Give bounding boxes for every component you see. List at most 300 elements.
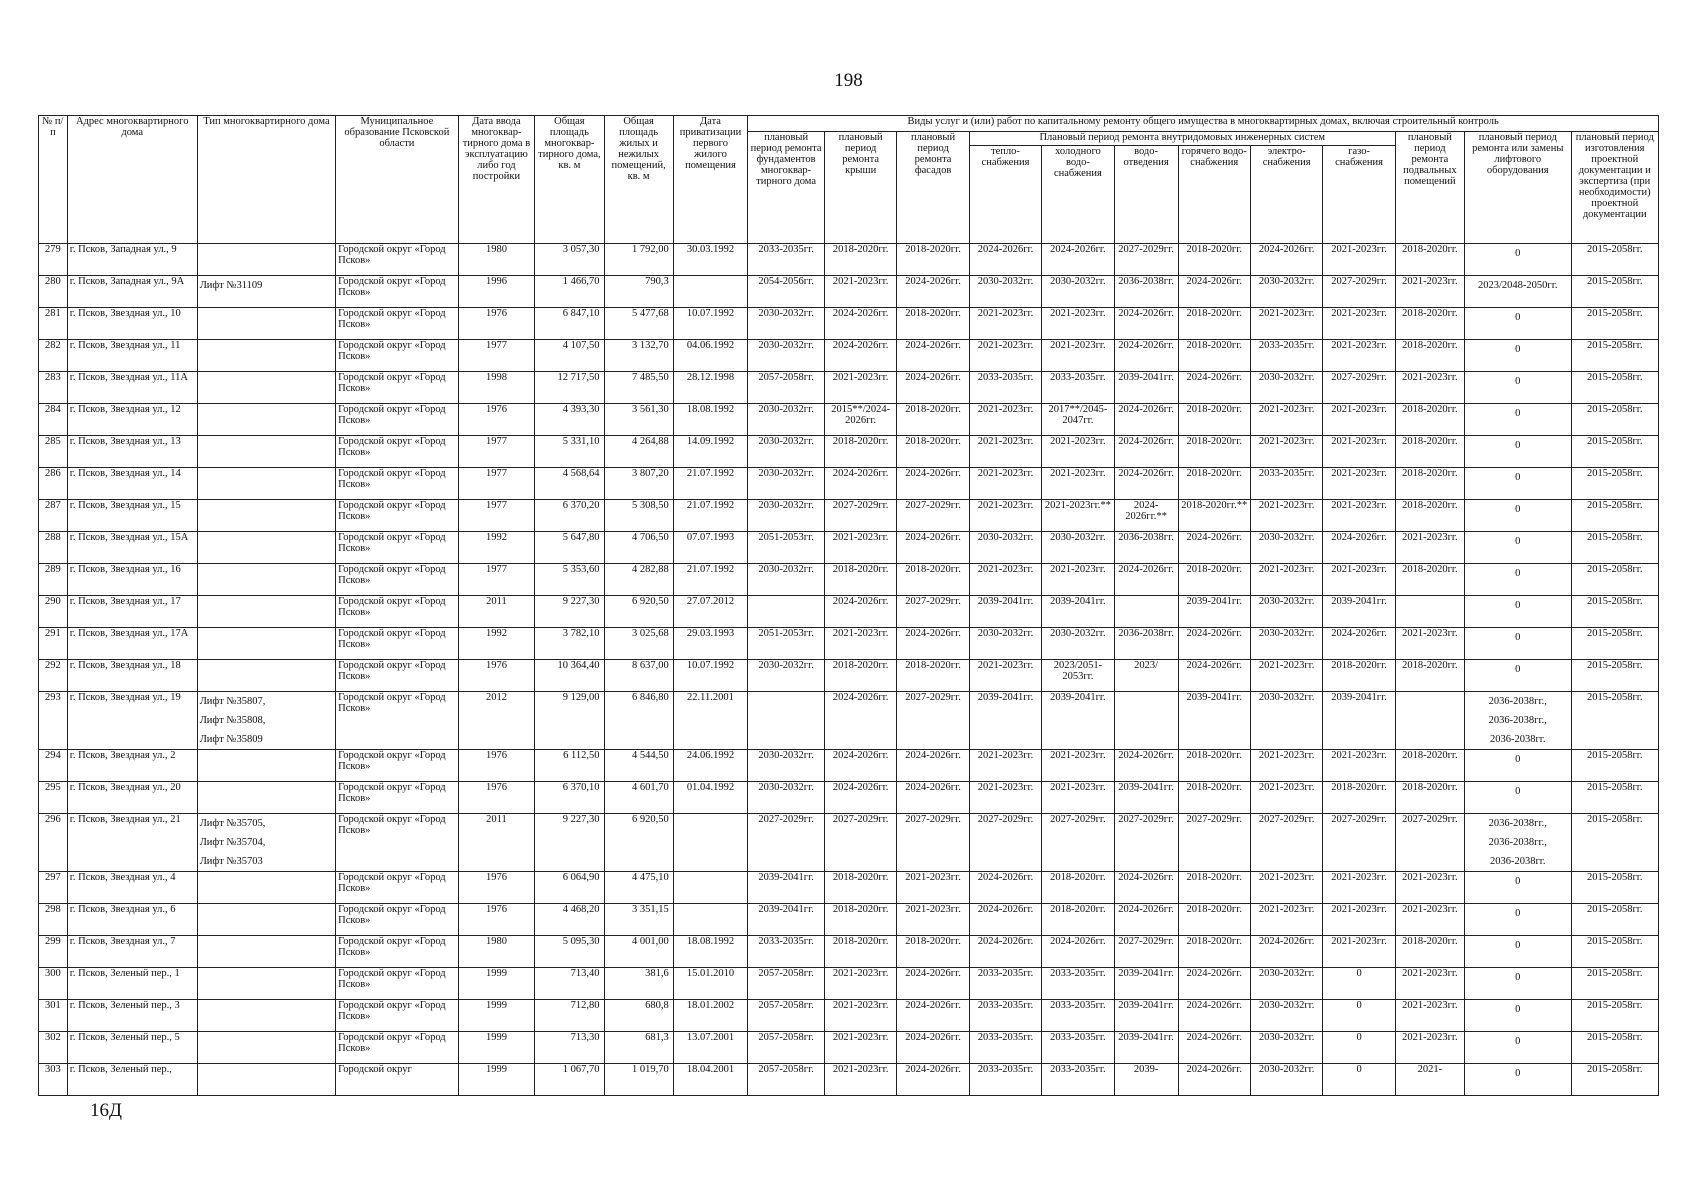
cell-foundation-period: 2039-2041гг.: [748, 872, 825, 904]
cell-hot-water-period: 2024-2026гг.: [1178, 1064, 1250, 1096]
cell-year: 1992: [458, 628, 535, 660]
table-row: [39, 404, 1659, 436]
table-row: [39, 1032, 1659, 1064]
header-hot-water: горячего водо-снабжения: [1178, 146, 1250, 244]
cell-heat-period: 2021-2023гг.: [969, 404, 1041, 436]
cell-municipality: Городской округ «Город Псков»: [336, 692, 458, 750]
cell-row-number: 290: [39, 596, 68, 628]
cell-lift-period: [1465, 1000, 1572, 1032]
cell-house-type: [197, 1064, 335, 1096]
cell-living-area: 8 637,00: [604, 660, 673, 692]
cell-living-area: 4 475,10: [604, 872, 673, 904]
cell-foundation-period: 2057-2058гг.: [748, 1064, 825, 1096]
cell-heat-period: 2021-2023гг.: [969, 660, 1041, 692]
cell-gas-period: 2021-2023гг.: [1323, 750, 1395, 782]
cell-foundation-period: 2057-2058гг.: [748, 1000, 825, 1032]
cell-cold-water-period: 2030-2032гг.: [1042, 628, 1114, 660]
cell-electric-period: 2030-2032гг.: [1250, 1032, 1322, 1064]
cell-project-period: 2015-2058гг.: [1571, 532, 1659, 564]
house-type-line: Лифт №35807,: [199, 696, 266, 707]
cell-house-type: [197, 244, 335, 276]
cell-lift-period: [1465, 1064, 1572, 1096]
cell-roof-period: 2021-2023гг.: [824, 1000, 896, 1032]
cell-house-type: [197, 814, 335, 872]
cell-drainage-period: 2024-2026гг.: [1114, 468, 1178, 500]
cell-municipality: Городской округ «Город Псков»: [336, 436, 458, 468]
cell-lift-period: [1465, 1032, 1572, 1064]
cell-foundation-period: 2030-2032гг.: [748, 564, 825, 596]
cell-electric-period: 2021-2023гг.: [1250, 782, 1322, 814]
header-address: Адрес многоквартирного дома: [67, 116, 197, 244]
cell-gas-period: 2021-2023гг.: [1323, 564, 1395, 596]
cell-hot-water-period: 2018-2020гг.: [1178, 872, 1250, 904]
cell-house-type: [197, 340, 335, 372]
cell-roof-period: 2018-2020гг.: [824, 564, 896, 596]
header-living-area: Общая площадь жилых и нежилых помещений, кв. м: [604, 116, 673, 244]
cell-year: 1980: [458, 244, 535, 276]
cell-heat-period: 2024-2026гг.: [969, 904, 1041, 936]
cell-hot-water-period: 2018-2020гг.: [1178, 436, 1250, 468]
cell-living-area: 6 846,80: [604, 692, 673, 750]
cell-facade-period: 2021-2023гг.: [897, 872, 969, 904]
cell-roof-period: 2024-2026гг.: [824, 468, 896, 500]
cell-year: 1999: [458, 968, 535, 1000]
cell-project-period: 2015-2058гг.: [1571, 372, 1659, 404]
cell-electric-period: 2021-2023гг.: [1250, 436, 1322, 468]
cell-drainage-period: 2039-2041гг.: [1114, 782, 1178, 814]
cell-privatization-date: 18.01.2002: [673, 1000, 748, 1032]
cell-facade-period: 2024-2026гг.: [897, 1000, 969, 1032]
cell-privatization-date: 30.03.1992: [673, 244, 748, 276]
house-type-line: Лифт №31109: [199, 280, 263, 291]
cell-gas-period: 2027-2029гг.: [1323, 372, 1395, 404]
cell-foundation-period: 2030-2032гг.: [748, 436, 825, 468]
table-row: [39, 1064, 1659, 1096]
cell-living-area: 6 920,50: [604, 596, 673, 628]
cell-drainage-period: 2024-2026гг.: [1114, 340, 1178, 372]
cell-row-number: 291: [39, 628, 68, 660]
cell-total-area: 5 647,80: [535, 532, 604, 564]
cell-heat-period: 2039-2041гг.: [969, 692, 1041, 750]
cell-drainage-period: 2024-2026гг.: [1114, 904, 1178, 936]
cell-year: 1977: [458, 340, 535, 372]
header-lift: плановый период ремонта или замены лифтового оборудования: [1465, 132, 1572, 244]
cell-cold-water-period: 2030-2032гг.: [1042, 532, 1114, 564]
cell-row-number: 282: [39, 340, 68, 372]
cell-electric-period: 2021-2023гг.: [1250, 660, 1322, 692]
cell-row-number: 286: [39, 468, 68, 500]
cell-address: г. Псков, Звездная ул., 2: [67, 750, 197, 782]
cell-row-number: 283: [39, 372, 68, 404]
cell-lift-period: [1465, 244, 1572, 276]
cell-house-type: [197, 372, 335, 404]
cell-project-period: 2015-2058гг.: [1571, 404, 1659, 436]
cell-municipality: Городской округ «Город Псков»: [336, 532, 458, 564]
cell-electric-period: 2021-2023гг.: [1250, 904, 1322, 936]
cell-electric-period: 2030-2032гг.: [1250, 1000, 1322, 1032]
cell-municipality: Городской округ «Город Псков»: [336, 500, 458, 532]
cell-total-area: 6 370,10: [535, 782, 604, 814]
cell-cold-water-period: 2018-2020гг.: [1042, 872, 1114, 904]
cell-drainage-period: 2039-2041гг.: [1114, 1032, 1178, 1064]
cell-heat-period: 2021-2023гг.: [969, 308, 1041, 340]
cell-living-area: 790,3: [604, 276, 673, 308]
cell-year: 1977: [458, 564, 535, 596]
cell-roof-period: 2021-2023гг.: [824, 968, 896, 1000]
table-row: [39, 340, 1659, 372]
cell-municipality: Городской округ «Город Псков»: [336, 1000, 458, 1032]
cell-total-area: 4 568,64: [535, 468, 604, 500]
cell-gas-period: 2021-2023гг.: [1323, 244, 1395, 276]
cell-gas-period: 2021-2023гг.: [1323, 404, 1395, 436]
cell-heat-period: 2021-2023гг.: [969, 436, 1041, 468]
cell-year: 1976: [458, 904, 535, 936]
cell-total-area: 4 107,50: [535, 340, 604, 372]
lift-period-line: 2036-2038гг.,: [1488, 696, 1547, 707]
lift-period-line: 0: [1515, 568, 1521, 579]
cell-electric-period: 2021-2023гг.: [1250, 308, 1322, 340]
cell-drainage-period: 2039-2041гг.: [1114, 1000, 1178, 1032]
cell-cold-water-period: 2018-2020гг.: [1042, 904, 1114, 936]
cell-roof-period: 2018-2020гг.: [824, 436, 896, 468]
cell-facade-period: 2027-2029гг.: [897, 596, 969, 628]
cell-row-number: 288: [39, 532, 68, 564]
header-municipality: Муниципальное образование Псковской области: [336, 116, 458, 244]
cell-foundation-period: 2027-2029гг.: [748, 814, 825, 872]
cell-drainage-period: 2027-2029гг.: [1114, 244, 1178, 276]
lift-period-line: 0: [1515, 664, 1521, 675]
cell-year: 1976: [458, 404, 535, 436]
cell-gas-period: 2021-2023гг.: [1323, 340, 1395, 372]
cell-row-number: 302: [39, 1032, 68, 1064]
cell-total-area: 3 782,10: [535, 628, 604, 660]
cell-row-number: 299: [39, 936, 68, 968]
cell-hot-water-period: 2018-2020гг.: [1178, 750, 1250, 782]
cell-house-type: [197, 276, 335, 308]
cell-row-number: 280: [39, 276, 68, 308]
cell-hot-water-period: 2024-2026гг.: [1178, 276, 1250, 308]
footer-code: 16Д: [90, 1100, 122, 1121]
cell-living-area: 3 351,15: [604, 904, 673, 936]
cell-address: г. Псков, Звездная ул., 12: [67, 404, 197, 436]
cell-basement-period: 2018-2020гг.: [1395, 308, 1464, 340]
cell-lift-period: [1465, 936, 1572, 968]
cell-facade-period: 2018-2020гг.: [897, 244, 969, 276]
cell-privatization-date: 10.07.1992: [673, 660, 748, 692]
cell-lift-period: [1465, 596, 1572, 628]
cell-heat-period: 2030-2032гг.: [969, 628, 1041, 660]
cell-electric-period: 2030-2032гг.: [1250, 372, 1322, 404]
cell-foundation-period: 2033-2035гг.: [748, 936, 825, 968]
cell-roof-period: 2024-2026гг.: [824, 692, 896, 750]
table-row: [39, 372, 1659, 404]
cell-hot-water-period: 2018-2020гг.**: [1178, 500, 1250, 532]
cell-facade-period: 2024-2026гг.: [897, 968, 969, 1000]
cell-gas-period: 2021-2023гг.: [1323, 872, 1395, 904]
lift-period-line: 0: [1515, 632, 1521, 643]
lift-period-line: 0: [1515, 248, 1521, 259]
cell-row-number: 284: [39, 404, 68, 436]
cell-house-type: [197, 564, 335, 596]
cell-drainage-period: 2024-2026гг.: [1114, 564, 1178, 596]
lift-period-line: 2036-2038гг.: [1489, 734, 1546, 745]
cell-lift-period: [1465, 692, 1572, 750]
repair-schedule-table-wrap: [38, 115, 1659, 1096]
cell-gas-period: 2021-2023гг.: [1323, 468, 1395, 500]
cell-row-number: 289: [39, 564, 68, 596]
cell-address: г. Псков, Звездная ул., 6: [67, 904, 197, 936]
cell-foundation-period: 2030-2032гг.: [748, 750, 825, 782]
cell-heat-period: 2024-2026гг.: [969, 936, 1041, 968]
cell-lift-period: [1465, 814, 1572, 872]
cell-cold-water-period: 2021-2023гг.**: [1042, 500, 1114, 532]
cell-row-number: 285: [39, 436, 68, 468]
cell-municipality: Городской округ «Город Псков»: [336, 872, 458, 904]
cell-heat-period: 2027-2029гг.: [969, 814, 1041, 872]
table-row: [39, 904, 1659, 936]
cell-facade-period: 2027-2029гг.: [897, 692, 969, 750]
cell-year: 1992: [458, 532, 535, 564]
cell-drainage-period: [1114, 692, 1178, 750]
lift-period-line: 0: [1515, 972, 1521, 983]
cell-foundation-period: [748, 596, 825, 628]
cell-facade-period: 2024-2026гг.: [897, 276, 969, 308]
cell-house-type: [197, 532, 335, 564]
cell-living-area: 5 308,50: [604, 500, 673, 532]
header-facade: плановый период ремонта фасадов: [897, 132, 969, 244]
cell-address: г. Псков, Звездная ул., 16: [67, 564, 197, 596]
cell-total-area: 5 331,10: [535, 436, 604, 468]
cell-electric-period: 2030-2032гг.: [1250, 596, 1322, 628]
cell-foundation-period: [748, 692, 825, 750]
lift-period-line: 2036-2038гг.,: [1488, 818, 1547, 829]
table-row: [39, 814, 1659, 872]
cell-privatization-date: [673, 814, 748, 872]
cell-row-number: 281: [39, 308, 68, 340]
cell-gas-period: 2018-2020гг.: [1323, 660, 1395, 692]
cell-foundation-period: 2057-2058гг.: [748, 372, 825, 404]
cell-project-period: 2015-2058гг.: [1571, 436, 1659, 468]
cell-hot-water-period: 2018-2020гг.: [1178, 782, 1250, 814]
cell-basement-period: 2021-2023гг.: [1395, 276, 1464, 308]
cell-electric-period: 2024-2026гг.: [1250, 244, 1322, 276]
lift-period-line: 0: [1515, 376, 1521, 387]
cell-basement-period: 2018-2020гг.: [1395, 404, 1464, 436]
cell-lift-period: [1465, 904, 1572, 936]
lift-period-line: 0: [1515, 504, 1521, 515]
cell-electric-period: 2021-2023гг.: [1250, 500, 1322, 532]
cell-hot-water-period: 2018-2020гг.: [1178, 308, 1250, 340]
cell-privatization-date: 04.06.1992: [673, 340, 748, 372]
cell-house-type: [197, 1000, 335, 1032]
header-roof: плановый период ремонта крыши: [824, 132, 896, 244]
cell-facade-period: 2018-2020гг.: [897, 936, 969, 968]
cell-electric-period: 2030-2032гг.: [1250, 276, 1322, 308]
cell-living-area: 3 025,68: [604, 628, 673, 660]
cell-lift-period: [1465, 750, 1572, 782]
cell-municipality: Городской округ «Город Псков»: [336, 308, 458, 340]
cell-electric-period: 2030-2032гг.: [1250, 532, 1322, 564]
table-row: [39, 628, 1659, 660]
cell-privatization-date: 18.08.1992: [673, 936, 748, 968]
cell-year: 1999: [458, 1064, 535, 1096]
cell-basement-period: 2021-: [1395, 1064, 1464, 1096]
cell-facade-period: 2024-2026гг.: [897, 340, 969, 372]
cell-roof-period: 2018-2020гг.: [824, 660, 896, 692]
cell-electric-period: 2030-2032гг.: [1250, 968, 1322, 1000]
cell-roof-period: 2021-2023гг.: [824, 1032, 896, 1064]
cell-municipality: Городской округ «Город Псков»: [336, 372, 458, 404]
cell-house-type: [197, 660, 335, 692]
cell-heat-period: 2030-2032гг.: [969, 276, 1041, 308]
cell-municipality: Городской округ «Город Псков»: [336, 660, 458, 692]
cell-address: г. Псков, Звездная ул., 17: [67, 596, 197, 628]
cell-facade-period: 2024-2026гг.: [897, 628, 969, 660]
table-row: [39, 1000, 1659, 1032]
cell-basement-period: 2021-2023гг.: [1395, 372, 1464, 404]
cell-foundation-period: 2030-2032гг.: [748, 660, 825, 692]
cell-year: 1976: [458, 308, 535, 340]
cell-heat-period: 2030-2032гг.: [969, 532, 1041, 564]
cell-address: г. Псков, Западная ул., 9: [67, 244, 197, 276]
cell-municipality: Городской округ «Город Псков»: [336, 596, 458, 628]
table-row: [39, 596, 1659, 628]
cell-facade-period: 2024-2026гг.: [897, 750, 969, 782]
lift-period-line: 0: [1515, 408, 1521, 419]
cell-gas-period: 0: [1323, 1032, 1395, 1064]
house-type-line: Лифт №35705,: [199, 818, 266, 829]
cell-privatization-date: 29.03.1993: [673, 628, 748, 660]
cell-hot-water-period: 2018-2020гг.: [1178, 340, 1250, 372]
cell-address: г. Псков, Звездная ул., 21: [67, 814, 197, 872]
cell-facade-period: 2027-2029гг.: [897, 814, 969, 872]
cell-row-number: 298: [39, 904, 68, 936]
table-row: [39, 436, 1659, 468]
cell-basement-period: 2018-2020гг.: [1395, 436, 1464, 468]
cell-foundation-period: 2033-2035гг.: [748, 244, 825, 276]
lift-period-line: 0: [1515, 600, 1521, 611]
cell-privatization-date: 01.04.1992: [673, 782, 748, 814]
cell-roof-period: 2021-2023гг.: [824, 532, 896, 564]
cell-living-area: 3 807,20: [604, 468, 673, 500]
repair-schedule-table: [38, 115, 1659, 1096]
cell-year: 1976: [458, 872, 535, 904]
cell-gas-period: 0: [1323, 1000, 1395, 1032]
cell-municipality: Городской округ «Город Псков»: [336, 276, 458, 308]
cell-living-area: 381,6: [604, 968, 673, 1000]
cell-house-type: [197, 596, 335, 628]
cell-cold-water-period: 2017**/2045-2047гг.: [1042, 404, 1114, 436]
cell-drainage-period: 2024-2026гг.: [1114, 750, 1178, 782]
cell-living-area: 5 477,68: [604, 308, 673, 340]
cell-foundation-period: 2030-2032гг.: [748, 500, 825, 532]
cell-privatization-date: 21.07.1992: [673, 564, 748, 596]
cell-basement-period: 2018-2020гг.: [1395, 340, 1464, 372]
cell-lift-period: [1465, 308, 1572, 340]
header-n: № п/п: [39, 116, 68, 244]
cell-drainage-period: 2024-2026гг.: [1114, 872, 1178, 904]
cell-living-area: 680,8: [604, 1000, 673, 1032]
cell-lift-period: [1465, 968, 1572, 1000]
page-number: 198: [834, 70, 863, 91]
cell-project-period: 2015-2058гг.: [1571, 308, 1659, 340]
cell-municipality: Городской округ «Город Псков»: [336, 1032, 458, 1064]
cell-gas-period: 2021-2023гг.: [1323, 500, 1395, 532]
cell-facade-period: 2024-2026гг.: [897, 532, 969, 564]
table-row: [39, 532, 1659, 564]
cell-address: г. Псков, Звездная ул., 11: [67, 340, 197, 372]
cell-cold-water-period: 2024-2026гг.: [1042, 244, 1114, 276]
cell-heat-period: 2021-2023гг.: [969, 564, 1041, 596]
cell-basement-period: 2018-2020гг.: [1395, 936, 1464, 968]
cell-hot-water-period: 2018-2020гг.: [1178, 468, 1250, 500]
cell-lift-period: [1465, 372, 1572, 404]
cell-heat-period: 2033-2035гг.: [969, 372, 1041, 404]
lift-period-line: 0: [1515, 786, 1521, 797]
cell-project-period: 2015-2058гг.: [1571, 564, 1659, 596]
cell-roof-period: 2024-2026гг.: [824, 782, 896, 814]
cell-year: 2011: [458, 814, 535, 872]
cell-living-area: 6 920,50: [604, 814, 673, 872]
cell-total-area: 1 067,70: [535, 1064, 604, 1096]
cell-privatization-date: 24.06.1992: [673, 750, 748, 782]
table-row: [39, 660, 1659, 692]
cell-address: г. Псков, Зеленый пер., 1: [67, 968, 197, 1000]
cell-row-number: 296: [39, 814, 68, 872]
cell-year: 1999: [458, 1000, 535, 1032]
cell-basement-period: 2021-2023гг.: [1395, 532, 1464, 564]
lift-period-line: 2023/2048-2050гг.: [1478, 280, 1558, 291]
cell-house-type: [197, 436, 335, 468]
table-row: [39, 968, 1659, 1000]
cell-foundation-period: 2051-2053гг.: [748, 532, 825, 564]
cell-electric-period: 2024-2026гг.: [1250, 936, 1322, 968]
cell-foundation-period: 2051-2053гг.: [748, 628, 825, 660]
cell-lift-period: [1465, 436, 1572, 468]
cell-year: 1996: [458, 276, 535, 308]
cell-row-number: 292: [39, 660, 68, 692]
cell-drainage-period: [1114, 596, 1178, 628]
cell-drainage-period: 2036-2038гг.: [1114, 532, 1178, 564]
cell-address: г. Псков, Звездная ул., 4: [67, 872, 197, 904]
cell-gas-period: 2027-2029гг.: [1323, 276, 1395, 308]
cell-roof-period: 2018-2020гг.: [824, 904, 896, 936]
cell-year: 2011: [458, 596, 535, 628]
cell-house-type: [197, 404, 335, 436]
cell-house-type: [197, 628, 335, 660]
cell-living-area: 3 561,30: [604, 404, 673, 436]
cell-living-area: 4 001,00: [604, 936, 673, 968]
cell-project-period: 2015-2058гг.: [1571, 468, 1659, 500]
house-type-line: Лифт №35809: [199, 734, 263, 745]
cell-lift-period: [1465, 628, 1572, 660]
cell-total-area: 5 353,60: [535, 564, 604, 596]
cell-cold-water-period: 2024-2026гг.: [1042, 936, 1114, 968]
cell-total-area: 713,30: [535, 1032, 604, 1064]
cell-address: г. Псков, Звездная ул., 10: [67, 308, 197, 340]
lift-period-line: 0: [1515, 312, 1521, 323]
cell-living-area: 681,3: [604, 1032, 673, 1064]
cell-project-period: 2015-2058гг.: [1571, 276, 1659, 308]
cell-cold-water-period: 2033-2035гг.: [1042, 1064, 1114, 1096]
cell-address: г. Псков, Звездная ул., 14: [67, 468, 197, 500]
cell-drainage-period: 2039-2041гг.: [1114, 372, 1178, 404]
cell-total-area: 9 227,30: [535, 814, 604, 872]
cell-gas-period: 2027-2029гг.: [1323, 814, 1395, 872]
cell-total-area: 6 370,20: [535, 500, 604, 532]
lift-period-line: 0: [1515, 1068, 1521, 1079]
cell-living-area: 7 485,50: [604, 372, 673, 404]
